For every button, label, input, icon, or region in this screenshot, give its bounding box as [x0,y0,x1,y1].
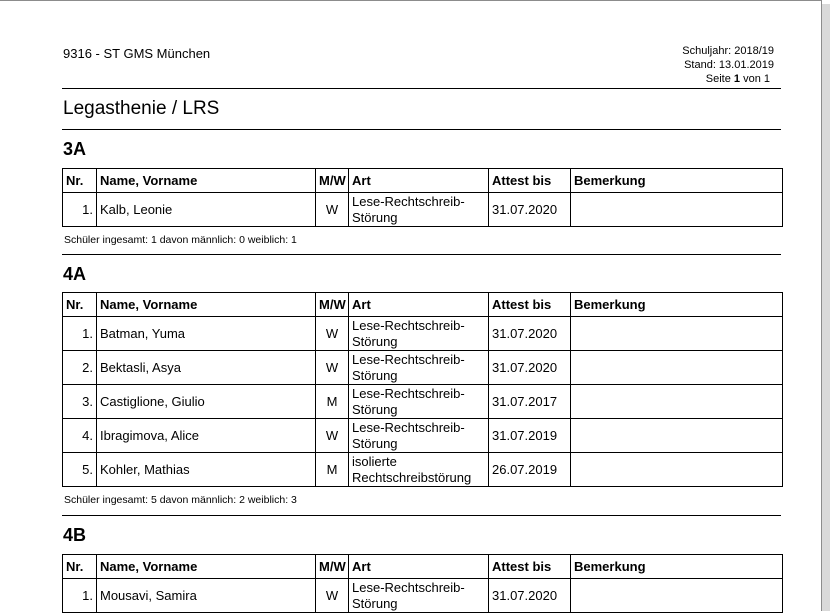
cell-mw: W [316,419,349,453]
cell-name: Castiglione, Giulio [97,385,316,419]
cell-art: isolierte Rechtschreibstörung [349,453,489,487]
cell-nr: 5. [63,453,97,487]
section-divider [62,515,781,516]
school-name: 9316 - ST GMS München [63,46,211,61]
cell-nr: 3. [63,385,97,419]
table-header-row [63,293,783,317]
col-mw: M/W [316,293,349,317]
col-attest: Attest bis [489,293,571,317]
cell-bemerkung [571,453,783,487]
col-name: Name, Vorname [97,293,316,317]
cell-bemerkung [571,419,783,453]
cell-mw: M [316,453,349,487]
col-attest: Attest bis [489,555,571,579]
class-table [62,554,783,613]
col-mw: M/W [316,555,349,579]
cell-name: Mousavi, Samira [97,579,316,613]
class-heading: 4A [63,264,87,284]
report-title: Legasthenie / LRS [63,98,220,119]
cell-nr: 1. [63,193,97,227]
cell-nr: 4. [63,419,97,453]
cell-attest: 31.07.2019 [489,419,571,453]
cell-bemerkung [571,193,783,227]
cell-mw: W [316,579,349,613]
report-meta [682,44,774,86]
cell-mw: W [316,351,349,385]
table-row [63,351,783,385]
page-total: von 1 [743,73,770,85]
report-date: Stand: 13.01.2019 [684,59,774,71]
col-name: Name, Vorname [97,555,316,579]
class-heading: 4B [63,525,87,545]
class-heading: 3A [63,139,87,159]
cell-name: Bektasli, Asya [97,351,316,385]
cell-bemerkung [571,351,783,385]
col-bemerkung: Bemerkung [571,169,783,193]
col-name: Name, Vorname [97,169,316,193]
cell-art: Lese-Rechtschreib- Störung [349,385,489,419]
cell-attest: 31.07.2020 [489,351,571,385]
school-year: Schuljahr: 2018/19 [682,45,774,57]
col-attest: Attest bis [489,169,571,193]
cell-attest: 31.07.2020 [489,193,571,227]
col-nr: Nr. [63,555,97,579]
table-row [63,419,783,453]
header-divider [62,88,781,89]
page-shadow [822,4,830,611]
col-bemerkung: Bemerkung [571,293,783,317]
table-row [63,193,783,227]
class-summary: Schüler ingesamt: 5 davon männlich: 2 weiblich: 3 [64,494,297,506]
col-nr: Nr. [63,293,97,317]
cell-bemerkung [571,385,783,419]
cell-name: Kalb, Leonie [97,193,316,227]
cell-attest: 26.07.2019 [489,453,571,487]
table-row [63,453,783,487]
cell-nr: 1. [63,317,97,351]
cell-attest: 31.07.2020 [489,579,571,613]
cell-art: Lese-Rechtschreib- Störung [349,193,489,227]
cell-art: Lese-Rechtschreib- Störung [349,317,489,351]
cell-name: Kohler, Mathias [97,453,316,487]
class-summary: Schüler ingesamt: 1 davon männlich: 0 weiblich: 1 [64,234,297,246]
cell-attest: 31.07.2020 [489,317,571,351]
class-table [62,168,783,227]
col-art: Art [349,169,489,193]
cell-bemerkung [571,579,783,613]
cell-nr: 1. [63,579,97,613]
col-mw: M/W [316,169,349,193]
table-row [63,579,783,613]
col-nr: Nr. [63,169,97,193]
cell-nr: 2. [63,351,97,385]
cell-name: Batman, Yuma [97,317,316,351]
col-art: Art [349,293,489,317]
page-number: 1 [733,73,741,85]
title-divider [62,129,781,130]
table-header-row [63,169,783,193]
table-header-row [63,555,783,579]
page-indicator [682,72,774,86]
cell-mw: W [316,317,349,351]
table-row [63,317,783,351]
cell-name: Ibragimova, Alice [97,419,316,453]
cell-art: Lese-Rechtschreib- Störung [349,579,489,613]
cell-bemerkung [571,317,783,351]
cell-art: Lese-Rechtschreib- Störung [349,351,489,385]
section-divider [62,254,781,255]
class-table [62,292,783,487]
col-bemerkung: Bemerkung [571,555,783,579]
table-row [63,385,783,419]
cell-attest: 31.07.2017 [489,385,571,419]
cell-mw: W [316,193,349,227]
cell-mw: M [316,385,349,419]
col-art: Art [349,555,489,579]
page-prefix: Seite [705,73,731,85]
cell-art: Lese-Rechtschreib- Störung [349,419,489,453]
